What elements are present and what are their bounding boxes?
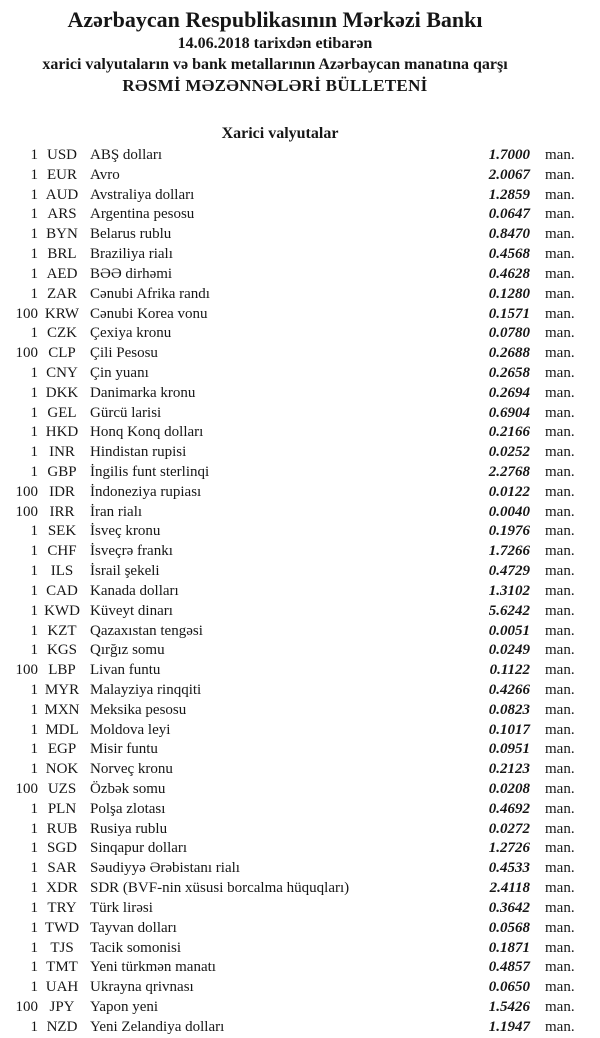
currency-code: PLN bbox=[47, 800, 77, 817]
unit-label: man. bbox=[545, 563, 575, 580]
currency-code: CHF bbox=[47, 543, 77, 560]
currency-name: SDR (BVF-nin xüsusi borcalma hüquqları) bbox=[90, 880, 350, 897]
exchange-rate: 1.1947 bbox=[488, 1018, 530, 1035]
currency-code: GBP bbox=[47, 464, 77, 480]
rate-row bbox=[0, 958, 600, 978]
exchange-rate: 0.1122 bbox=[489, 662, 530, 679]
unit-label: man. bbox=[545, 820, 575, 837]
currency-code: HKD bbox=[45, 424, 79, 441]
quantity: 1 bbox=[30, 642, 38, 659]
unit-label: man. bbox=[545, 800, 575, 817]
quantity: 100 bbox=[15, 781, 38, 797]
rate-row bbox=[0, 364, 600, 384]
quantity: 1 bbox=[30, 820, 38, 837]
currency-name: Səudiyyə Ərəbistanı rialı bbox=[90, 860, 240, 877]
quantity: 1 bbox=[30, 424, 38, 441]
quantity: 1 bbox=[30, 1018, 38, 1035]
exchange-rate: 0.0252 bbox=[488, 444, 530, 461]
unit-label: man. bbox=[545, 761, 575, 778]
rate-row bbox=[0, 800, 600, 820]
currency-code: GEL bbox=[47, 404, 77, 421]
rate-row bbox=[0, 939, 600, 959]
unit-label: man. bbox=[545, 602, 575, 619]
currency-code: NZD bbox=[46, 1018, 78, 1035]
currency-name: Meksika pesosu bbox=[90, 701, 187, 718]
currency-code: XDR bbox=[46, 880, 78, 897]
currency-code: ARS bbox=[47, 206, 77, 223]
currency-code: AUD bbox=[45, 186, 79, 203]
unit-label: man. bbox=[545, 364, 575, 381]
unit-label: man. bbox=[545, 345, 575, 362]
rate-row bbox=[0, 721, 600, 741]
rate-row bbox=[0, 265, 600, 285]
currency-code: JPY bbox=[49, 998, 75, 1015]
rate-row bbox=[0, 285, 600, 305]
unit-label: man. bbox=[545, 622, 575, 639]
rate-row bbox=[0, 622, 600, 642]
unit-label: man. bbox=[545, 265, 575, 282]
unit-label: man. bbox=[545, 959, 575, 976]
currency-name: ABŞ dolları bbox=[90, 147, 163, 163]
rate-row bbox=[0, 186, 600, 206]
exchange-rate: 0.1571 bbox=[488, 305, 530, 322]
exchange-rate: 1.2726 bbox=[488, 840, 530, 857]
currency-code: CZK bbox=[47, 325, 77, 342]
rate-row bbox=[0, 602, 600, 622]
rate-row bbox=[0, 899, 600, 919]
rate-row bbox=[0, 166, 600, 186]
currency-code: SGD bbox=[46, 840, 77, 857]
currency-code: KWD bbox=[44, 602, 80, 619]
quantity: 1 bbox=[30, 563, 38, 580]
rate-row bbox=[0, 503, 600, 523]
exchange-rate: 0.0122 bbox=[488, 483, 530, 500]
quantity: 100 bbox=[15, 345, 38, 362]
currency-name: Gürcü larisi bbox=[90, 404, 162, 421]
currency-code: MYR bbox=[44, 681, 80, 698]
exchange-rate: 2.2768 bbox=[488, 464, 530, 480]
quantity: 100 bbox=[15, 662, 38, 679]
currency-name: Küveyt dinarı bbox=[90, 602, 173, 619]
rate-row bbox=[0, 740, 600, 760]
quantity: 1 bbox=[30, 741, 38, 758]
currency-name: Tacik somonisi bbox=[90, 939, 182, 956]
unit-label: man. bbox=[545, 1018, 575, 1035]
rate-row bbox=[0, 998, 600, 1018]
currency-name: Malayziya rinqqiti bbox=[90, 681, 202, 698]
exchange-rate: 0.4568 bbox=[488, 246, 530, 263]
unit-label: man. bbox=[545, 246, 575, 263]
quantity: 1 bbox=[30, 800, 38, 817]
currency-name: Çili Pesosu bbox=[90, 345, 158, 362]
unit-label: man. bbox=[545, 404, 575, 421]
currency-code: IDR bbox=[49, 483, 75, 500]
currency-code: CAD bbox=[46, 582, 78, 599]
unit-label: man. bbox=[545, 721, 575, 738]
currency-code: TJS bbox=[50, 939, 74, 956]
quantity: 1 bbox=[30, 147, 38, 163]
rate-row bbox=[0, 205, 600, 225]
unit-label: man. bbox=[545, 285, 575, 302]
bulletin-title: RƏSMİ MƏZƏNNƏLƏRİ BÜLLETENİ bbox=[122, 76, 428, 95]
currency-code: KGS bbox=[46, 642, 77, 659]
currency-name: Misir funtu bbox=[90, 741, 158, 758]
quantity: 1 bbox=[30, 226, 38, 243]
currency-code: ILS bbox=[50, 563, 74, 580]
exchange-rate: 0.0568 bbox=[488, 919, 530, 936]
currency-name: Cənubi Korea vonu bbox=[90, 305, 208, 322]
currency-name: Livan funtu bbox=[90, 662, 161, 679]
currency-code: DKK bbox=[45, 384, 79, 401]
exchange-rate: 0.0650 bbox=[488, 979, 530, 996]
exchange-rate: 0.8470 bbox=[488, 226, 530, 243]
rate-row bbox=[0, 384, 600, 404]
unit-label: man. bbox=[545, 206, 575, 223]
quantity: 1 bbox=[30, 582, 38, 599]
unit-label: man. bbox=[545, 840, 575, 857]
quantity: 1 bbox=[30, 761, 38, 778]
currency-code: EUR bbox=[47, 166, 77, 183]
currency-code: INR bbox=[49, 444, 75, 461]
quantity: 1 bbox=[30, 919, 38, 936]
currency-code: KRW bbox=[44, 305, 80, 322]
currency-name: Braziliya rialı bbox=[90, 246, 173, 263]
rate-row bbox=[0, 344, 600, 364]
currency-code: EGP bbox=[47, 741, 77, 758]
rate-row bbox=[0, 225, 600, 245]
exchange-rate: 0.2166 bbox=[488, 424, 530, 441]
exchange-rate: 0.4692 bbox=[488, 800, 530, 817]
currency-name: Avstraliya dolları bbox=[90, 186, 195, 203]
exchange-rate: 1.2859 bbox=[488, 186, 530, 203]
currency-code: TWD bbox=[44, 919, 80, 936]
currency-code: KZT bbox=[47, 622, 77, 639]
currency-code: CNY bbox=[46, 364, 78, 381]
unit-label: man. bbox=[545, 919, 575, 936]
unit-label: man. bbox=[545, 642, 575, 659]
bank-name-title: Azərbaycan Respublikasının Mərkəzi Bankı bbox=[67, 7, 483, 32]
exchange-rate: 0.0249 bbox=[488, 642, 530, 659]
unit-label: man. bbox=[545, 166, 575, 183]
quantity: 1 bbox=[30, 186, 38, 203]
quantity: 1 bbox=[30, 285, 38, 302]
unit-label: man. bbox=[545, 384, 575, 401]
currency-name: BƏƏ dirhəmi bbox=[90, 265, 173, 282]
unit-label: man. bbox=[545, 681, 575, 698]
currency-code: TRY bbox=[47, 899, 77, 916]
exchange-rate: 0.4266 bbox=[488, 681, 530, 698]
exchange-rate: 2.0067 bbox=[488, 166, 530, 183]
unit-label: man. bbox=[545, 979, 575, 996]
rate-row bbox=[0, 919, 600, 939]
exchange-rate: 5.6242 bbox=[488, 602, 530, 619]
exchange-rate: 0.0051 bbox=[488, 622, 530, 639]
unit-label: man. bbox=[545, 899, 575, 916]
quantity: 1 bbox=[30, 721, 38, 738]
currency-name: Ukrayna qrivnası bbox=[90, 979, 194, 996]
currency-code: UZS bbox=[47, 781, 77, 797]
unit-label: man. bbox=[545, 880, 575, 897]
unit-label: man. bbox=[545, 860, 575, 877]
currency-code: TMT bbox=[46, 959, 78, 976]
quantity: 1 bbox=[30, 840, 38, 857]
currency-code: MXN bbox=[44, 701, 80, 718]
quantity: 1 bbox=[30, 899, 38, 916]
quantity: 1 bbox=[30, 206, 38, 223]
exchange-rate: 1.7266 bbox=[488, 543, 530, 560]
currency-name: Moldova leyi bbox=[90, 721, 171, 738]
currency-name: Polşa zlotası bbox=[90, 800, 166, 817]
exchange-rate: 0.1280 bbox=[488, 285, 530, 302]
quantity: 100 bbox=[15, 503, 38, 520]
currency-code: SAR bbox=[47, 860, 77, 877]
subject-line: xarici valyutaların və bank metallarının Azərbaycan manatına qarşı bbox=[42, 56, 508, 73]
currency-code: UAH bbox=[45, 979, 79, 996]
currency-name: İsveçrə frankı bbox=[90, 543, 173, 560]
rate-row bbox=[0, 760, 600, 780]
quantity: 1 bbox=[30, 364, 38, 381]
currency-name: Türk lirəsi bbox=[90, 899, 153, 916]
quantity: 1 bbox=[30, 543, 38, 560]
currency-name: Belarus rublu bbox=[90, 226, 172, 243]
currency-name: İndoneziya rupiası bbox=[90, 483, 202, 500]
quantity: 100 bbox=[15, 483, 38, 500]
currency-name: Honq Konq dolları bbox=[90, 424, 204, 441]
currency-code: SEK bbox=[47, 523, 77, 540]
currency-name: Cənubi Afrika randı bbox=[90, 285, 210, 302]
rate-row bbox=[0, 859, 600, 879]
quantity: 1 bbox=[30, 444, 38, 461]
currency-name: Avro bbox=[90, 166, 120, 183]
exchange-rate: 2.4118 bbox=[489, 880, 530, 897]
exchange-rate: 0.1871 bbox=[488, 939, 530, 956]
exchange-rate: 0.4729 bbox=[488, 563, 530, 580]
rate-row bbox=[0, 404, 600, 424]
exchange-rate: 1.5426 bbox=[488, 998, 530, 1015]
quantity: 1 bbox=[30, 622, 38, 639]
effective-date-line: 14.06.2018 tarixdən etibarən bbox=[177, 35, 373, 52]
currency-name: Rusiya rublu bbox=[90, 820, 168, 837]
quantity: 1 bbox=[30, 979, 38, 996]
quantity: 100 bbox=[15, 998, 38, 1015]
rate-row bbox=[0, 245, 600, 265]
unit-label: man. bbox=[545, 523, 575, 540]
exchange-rate: 0.2123 bbox=[488, 761, 530, 778]
exchange-rate: 0.0823 bbox=[488, 701, 530, 718]
quantity: 1 bbox=[30, 959, 38, 976]
currency-name: Yeni türkmən manatı bbox=[90, 959, 216, 976]
rate-row bbox=[0, 701, 600, 721]
unit-label: man. bbox=[545, 464, 575, 480]
exchange-rate: 0.4533 bbox=[488, 860, 530, 877]
quantity: 1 bbox=[30, 860, 38, 877]
unit-label: man. bbox=[545, 186, 575, 203]
currency-name: İsveç kronu bbox=[90, 523, 161, 540]
exchange-rate: 0.0040 bbox=[488, 503, 530, 520]
quantity: 1 bbox=[30, 880, 38, 897]
currency-code: AED bbox=[46, 265, 78, 282]
currency-name: Yapon yeni bbox=[90, 998, 159, 1015]
rate-row bbox=[0, 483, 600, 503]
currency-code: ZAR bbox=[47, 285, 77, 302]
unit-label: man. bbox=[545, 939, 575, 956]
currency-code: MDL bbox=[45, 721, 79, 738]
exchange-rate: 0.1976 bbox=[488, 523, 530, 540]
currency-name: Özbək somu bbox=[90, 781, 166, 797]
unit-label: man. bbox=[545, 424, 575, 441]
rate-row bbox=[0, 978, 600, 998]
rate-row bbox=[0, 780, 600, 800]
rate-row bbox=[0, 443, 600, 463]
currency-name: Qazaxıstan tengəsi bbox=[90, 622, 203, 639]
quantity: 100 bbox=[15, 305, 38, 322]
exchange-rate: 0.6904 bbox=[488, 404, 530, 421]
unit-label: man. bbox=[545, 543, 575, 560]
section-title-foreign-currencies: Xarici valyutalar bbox=[221, 125, 339, 142]
unit-label: man. bbox=[545, 503, 575, 520]
currency-name: Hindistan rupisi bbox=[90, 444, 187, 461]
quantity: 1 bbox=[30, 404, 38, 421]
rate-row bbox=[0, 305, 600, 325]
quantity: 1 bbox=[30, 681, 38, 698]
rate-row bbox=[0, 1018, 600, 1038]
unit-label: man. bbox=[545, 305, 575, 322]
rate-row bbox=[0, 839, 600, 859]
rate-row bbox=[0, 582, 600, 602]
quantity: 1 bbox=[30, 166, 38, 183]
rate-row bbox=[0, 522, 600, 542]
exchange-rate: 0.1017 bbox=[488, 721, 530, 738]
currency-code: NOK bbox=[45, 761, 79, 778]
unit-label: man. bbox=[545, 226, 575, 243]
currency-name: İngilis funt sterlinqi bbox=[90, 464, 210, 480]
exchange-rate: 0.2694 bbox=[488, 384, 530, 401]
quantity: 1 bbox=[30, 701, 38, 718]
rate-row bbox=[0, 661, 600, 681]
exchange-rate: 0.2688 bbox=[488, 345, 530, 362]
currency-code: LBP bbox=[48, 662, 76, 679]
rate-row bbox=[0, 879, 600, 899]
unit-label: man. bbox=[545, 741, 575, 758]
rate-row bbox=[0, 423, 600, 443]
quantity: 1 bbox=[30, 325, 38, 342]
currency-code: RUB bbox=[46, 820, 78, 837]
exchange-rate: 1.3102 bbox=[488, 582, 530, 599]
bulletin-header bbox=[0, 0, 600, 97]
currency-name: İsrail şekeli bbox=[90, 563, 160, 580]
currency-name: İran rialı bbox=[90, 503, 143, 520]
unit-label: man. bbox=[545, 701, 575, 718]
exchange-rate: 0.0208 bbox=[488, 781, 530, 797]
exchange-rate: 0.0780 bbox=[488, 325, 530, 342]
currency-code: USD bbox=[46, 147, 77, 163]
currency-name: Yeni Zelandiya dolları bbox=[90, 1018, 225, 1035]
currency-name: Çin yuanı bbox=[90, 364, 149, 381]
quantity: 1 bbox=[30, 246, 38, 263]
unit-label: man. bbox=[545, 444, 575, 461]
quantity: 1 bbox=[30, 602, 38, 619]
exchange-rate: 1.7000 bbox=[488, 147, 530, 163]
exchange-rate: 0.0951 bbox=[488, 741, 530, 758]
currency-name: Çexiya kronu bbox=[90, 325, 172, 342]
exchange-rate: 0.4628 bbox=[488, 265, 530, 282]
currency-name: Norveç kronu bbox=[90, 761, 173, 778]
rate-row bbox=[0, 820, 600, 840]
quantity: 1 bbox=[30, 265, 38, 282]
quantity: 1 bbox=[30, 384, 38, 401]
rate-row bbox=[0, 641, 600, 661]
currency-code: BYN bbox=[46, 226, 78, 243]
rate-row bbox=[0, 463, 600, 483]
currency-name: Sinqapur dolları bbox=[90, 840, 188, 857]
unit-label: man. bbox=[545, 325, 575, 342]
exchange-rate: 0.3642 bbox=[488, 899, 530, 916]
exchange-rate: 0.0272 bbox=[488, 820, 530, 837]
unit-label: man. bbox=[545, 582, 575, 599]
rate-row bbox=[0, 542, 600, 562]
currency-name: Danimarka kronu bbox=[90, 384, 196, 401]
currency-name: Kanada dolları bbox=[90, 582, 179, 599]
rate-row bbox=[0, 146, 600, 166]
exchange-rate: 0.4857 bbox=[488, 959, 530, 976]
currency-code: IRR bbox=[49, 503, 75, 520]
quantity: 1 bbox=[30, 464, 38, 480]
rates-table bbox=[0, 146, 600, 1038]
currency-name: Qırğız somu bbox=[90, 642, 165, 659]
unit-label: man. bbox=[545, 483, 575, 500]
unit-label: man. bbox=[545, 147, 575, 163]
currency-name: Argentina pesosu bbox=[90, 206, 195, 223]
currency-code: BRL bbox=[47, 246, 77, 263]
unit-label: man. bbox=[545, 998, 575, 1015]
quantity: 1 bbox=[30, 939, 38, 956]
exchange-rate: 0.0647 bbox=[488, 206, 530, 223]
currency-name: Tayvan dolları bbox=[90, 919, 177, 936]
rate-row bbox=[0, 562, 600, 582]
currency-code: CLP bbox=[48, 345, 76, 362]
unit-label: man. bbox=[545, 781, 575, 797]
rate-row bbox=[0, 681, 600, 701]
quantity: 1 bbox=[30, 523, 38, 540]
rate-row bbox=[0, 324, 600, 344]
exchange-rate: 0.2658 bbox=[488, 364, 530, 381]
unit-label: man. bbox=[545, 662, 575, 679]
